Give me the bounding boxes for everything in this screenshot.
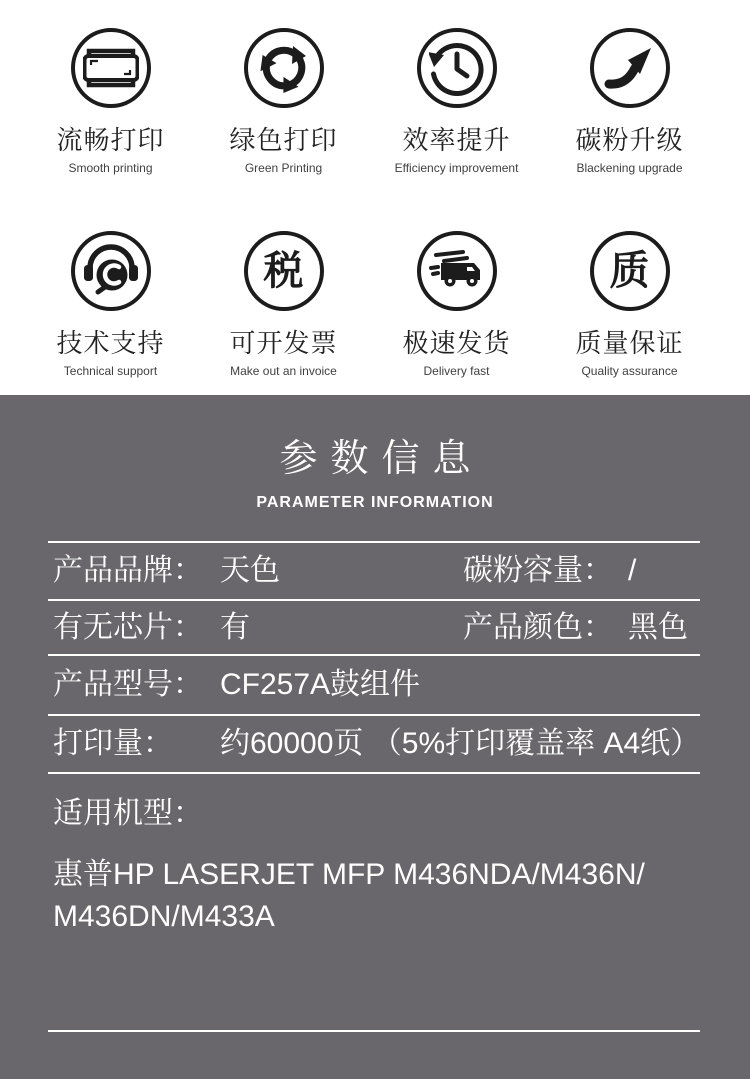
feature-label: 效率提升: [402, 125, 511, 155]
param-label: 有无芯片：: [53, 610, 203, 644]
feature-label: 可开发票: [229, 328, 338, 358]
feature-tech-support: [24, 231, 197, 378]
feature-toner-upgrade: [543, 28, 716, 175]
param-value: 有: [220, 610, 250, 644]
feature-sublabel: Make out an invoice: [230, 364, 337, 378]
feature-icon-section: [0, 0, 750, 395]
feature-green-printing: [197, 28, 370, 175]
feature-fast-delivery: [370, 231, 543, 378]
param-value: CF257A鼓组件: [220, 668, 421, 701]
applicable-models: [48, 797, 700, 938]
feature-sublabel: Smooth printing: [68, 161, 153, 175]
param-label: 产品型号：: [53, 668, 203, 701]
param-value: 约60000页 （5%打印覆盖率 A4纸）: [220, 727, 701, 760]
feature-sublabel: Blackening upgrade: [576, 161, 683, 175]
feature-label: 极速发货: [402, 328, 511, 358]
param-value: /: [628, 554, 637, 587]
recycle-icon: [244, 28, 324, 108]
printer-icon: [71, 28, 151, 108]
param-label: 产品颜色：: [463, 610, 613, 644]
headset-icon: [71, 231, 151, 311]
feature-row-2: [0, 231, 750, 378]
table-row: [48, 601, 700, 656]
feature-row-1: [0, 28, 750, 175]
quality-seal-icon: [590, 231, 670, 311]
table-row: [48, 716, 700, 774]
delivery-truck-icon: [417, 231, 497, 311]
param-brand: [53, 554, 280, 588]
tax-invoice-icon: [244, 231, 324, 311]
table-row: [48, 656, 700, 716]
param-value: 天色: [220, 554, 280, 587]
applicable-model-line: 惠普HP LASERJET MFP M436NDA/M436N/: [53, 858, 645, 891]
feature-efficiency: [370, 28, 543, 175]
feature-label: 技术支持: [56, 328, 165, 358]
panel-subtitle: PARAMETER INFORMATION: [256, 494, 494, 511]
parameter-table: [48, 541, 700, 774]
param-model: [53, 668, 420, 702]
table-row: [48, 543, 700, 601]
feature-label: 流畅打印: [56, 125, 165, 155]
history-clock-icon: [417, 28, 497, 108]
feature-sublabel: Delivery fast: [423, 364, 490, 378]
param-toner-capacity: [463, 543, 636, 599]
feature-quality: [543, 231, 716, 378]
feature-smooth-printing: [24, 28, 197, 175]
feature-label: 质量保证: [575, 328, 684, 358]
tax-glyph: 税: [263, 249, 304, 293]
param-label: 打印量：: [53, 727, 173, 760]
trend-up-arrow-icon: [590, 28, 670, 108]
feature-sublabel: Efficiency improvement: [394, 161, 519, 175]
feature-sublabel: Technical support: [63, 364, 158, 378]
param-print-volume: [53, 727, 700, 761]
param-chip: [53, 611, 250, 645]
feature-invoice: [197, 231, 370, 378]
param-color: [463, 601, 688, 654]
panel-title: 参数信息: [279, 438, 484, 480]
applicable-model-line: M436DN/M433A: [53, 900, 275, 933]
param-label: 碳粉容量：: [463, 554, 613, 587]
param-label: 产品品牌：: [53, 554, 203, 587]
applicable-label: 适用机型：: [53, 797, 203, 830]
feature-sublabel: Green Printing: [244, 161, 323, 175]
parameter-panel: [0, 395, 750, 1079]
quality-glyph: 质: [609, 249, 650, 293]
bottom-divider: [48, 1030, 700, 1032]
feature-label: 绿色打印: [229, 125, 338, 155]
feature-sublabel: Quality assurance: [581, 364, 678, 378]
param-value: 黑色: [628, 610, 688, 644]
feature-label: 碳粉升级: [575, 125, 684, 155]
